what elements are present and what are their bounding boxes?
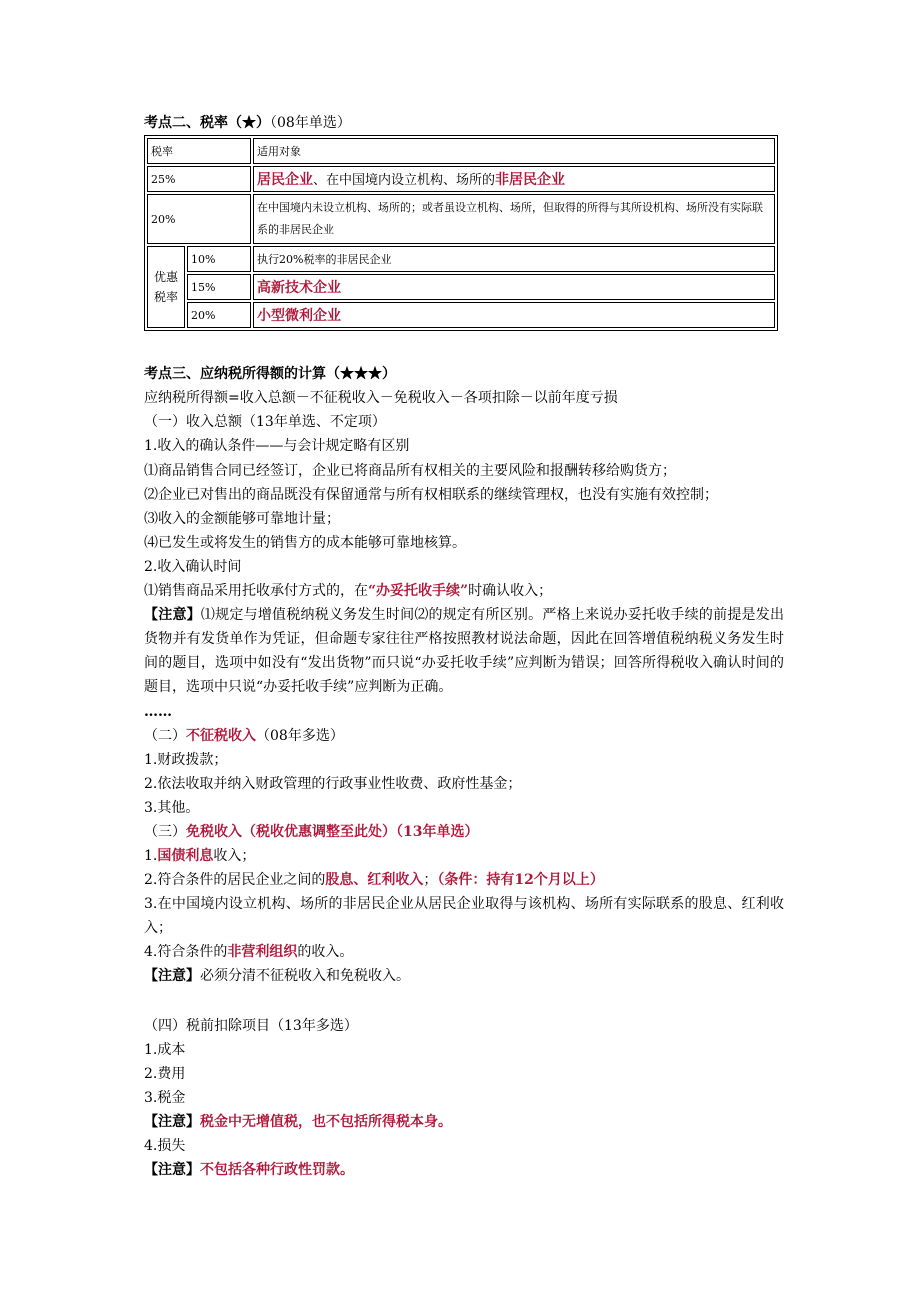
rate-cell: 25%: [147, 166, 251, 192]
list-item: 1.收入的确认条件——与会计规定略有区别: [144, 438, 410, 454]
list-item: 4.符合条件的非营利组织的收入。: [144, 944, 354, 960]
list-item: ⑵企业已对售出的商品既没有保留通常与所有权相联系的继续管理权，也没有实施有效控制；: [144, 487, 718, 503]
note-line: 【注意】必须分清不征税收入和免税收入。: [144, 968, 410, 984]
tax-rate-table: [144, 135, 778, 331]
table-row: [147, 274, 775, 300]
rate-cell: 20%: [147, 194, 251, 244]
subsection-2: （二）不征税收入（08年多选）: [144, 728, 344, 744]
ellipsis: ……: [144, 704, 172, 720]
table-row: [147, 166, 775, 192]
header-object: 适用对象: [253, 138, 775, 164]
list-item: 2.费用: [144, 1066, 186, 1082]
list-item: 4.损失: [144, 1138, 186, 1154]
list-item: 2.符合条件的居民企业之间的股息、红利收入；（条件：持有12个月以上）: [144, 872, 604, 888]
table-row: [147, 302, 775, 328]
list-item: ⑴商品销售合同已经签订，企业已将商品所有权相关的主要风险和报酬转移给购货方；: [144, 463, 676, 479]
list-item: 3.税金: [144, 1090, 186, 1106]
note-line: 【注意】不包括各种行政性罚款。: [144, 1162, 354, 1178]
table-row: [147, 246, 775, 272]
rate-cell: 10%: [187, 246, 251, 272]
note-line: 【注意】税金中无增值税，也不包括所得税本身。: [144, 1114, 452, 1130]
list-item: 3.在中国境内设立机构、场所的非居民企业从居民企业取得与该机构、场所有实际联系的股息、红利收入；: [144, 896, 784, 936]
subsection-4: （四）税前扣除项目（13年多选）: [144, 1018, 358, 1034]
table-row: [147, 138, 775, 164]
object-cell: 在中国境内未设立机构、场所的；或者虽设立机构、场所，但取得的所得与其所设机构、场所没有实际联系的非居民企业: [253, 194, 775, 244]
list-item: 2.依法收取并纳入财政管理的行政事业性收费、政府性基金；: [144, 776, 522, 792]
list-item: 3.其他。: [144, 800, 200, 816]
section2-note: （08年单选）: [270, 115, 351, 131]
preferential-rate-label: 优惠税率: [147, 246, 185, 328]
list-item: 1.成本: [144, 1042, 186, 1058]
table-row: [147, 194, 775, 244]
header-rate: 税率: [147, 138, 251, 164]
subsection-3: （三）免税收入（税收优惠调整至此处）（13年单选）: [144, 824, 479, 840]
section3-title: 考点三、应纳税所得额的计算（★★★）: [144, 366, 396, 382]
list-item: ⑴销售商品采用托收承付方式的，在“办妥托收手续”时确认收入；: [144, 583, 553, 599]
rate-cell: 15%: [187, 274, 251, 300]
object-cell: 执行20%税率的非居民企业: [253, 246, 775, 272]
object-cell: 居民企业、在中国境内设立机构、场所的非居民企业: [253, 166, 775, 192]
list-item: 1.国债利息收入；: [144, 848, 256, 864]
rate-cell: 20%: [187, 302, 251, 328]
object-cell: 高新技术企业: [253, 274, 775, 300]
formula-line: 应纳税所得额=收入总额－不征税收入－免税收入－各项扣除－以前年度亏损: [144, 390, 618, 406]
list-item: 2.收入确认时间: [144, 559, 242, 575]
list-item: ⑶收入的金额能够可靠地计量；: [144, 511, 340, 527]
section2-heading: 考点二、税率（★）: [144, 115, 270, 131]
list-item: 1.财政拨款；: [144, 752, 228, 768]
section2-title: [144, 111, 351, 135]
list-item: ⑷已发生或将发生的销售方的成本能够可靠地核算。: [144, 535, 466, 551]
subsection-1: （一）收入总额（13年单选、不定项）: [144, 414, 386, 430]
note-paragraph: 【注意】⑴规定与增值税纳税义务发生时间⑵的规定有所区别。严格上来说办妥托收手续的前提是发出货物并有发货单作为凭证，但命题专家往往严格按照教材说法命题，因此在回答增值税纳税义务发生时间的题目，选项中如没有“发出货物”而只说“办妥托收手续”应判断为错误；回答所得税收入确认时间的题目，选项中只说“办妥托收手续”应判断为正确。: [144, 607, 785, 695]
object-cell: 小型微利企业: [253, 302, 775, 328]
